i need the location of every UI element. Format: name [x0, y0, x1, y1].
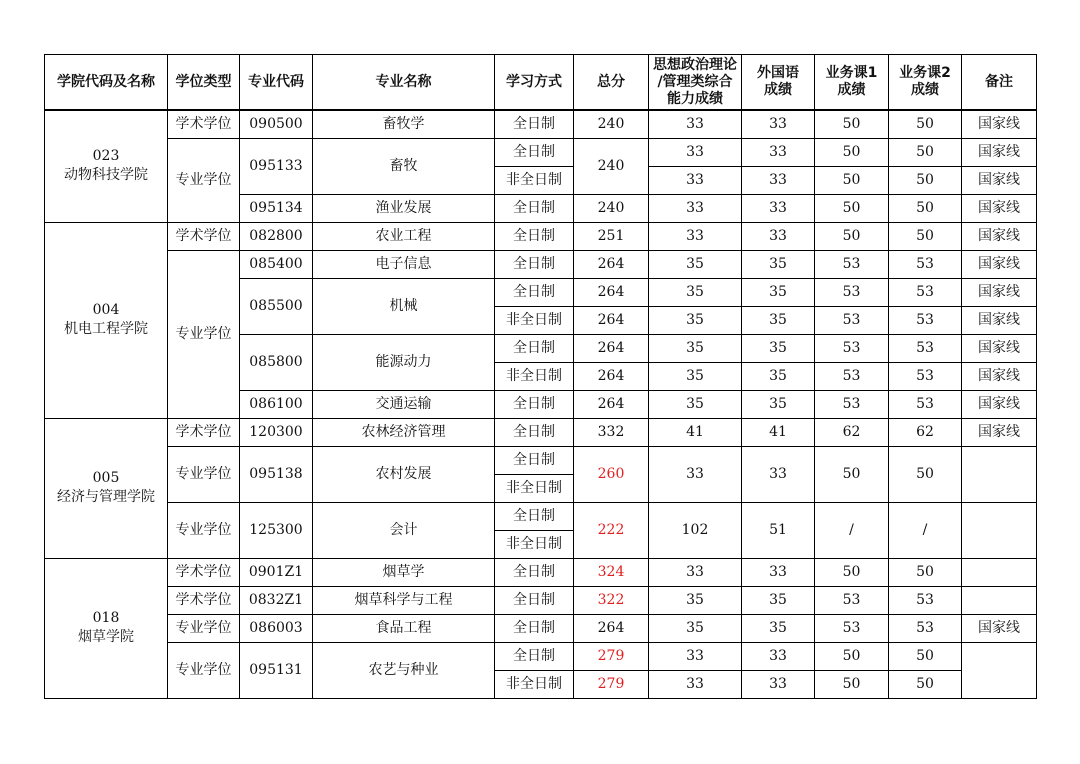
study-mode: 全日制 [495, 390, 574, 418]
politics-score: 33 [649, 166, 742, 194]
college-name: 烟草学院 [78, 629, 134, 645]
total-score: 332 [574, 418, 649, 446]
course2-score: 50 [889, 642, 962, 670]
table-row [45, 614, 1037, 642]
major-name: 烟草学 [313, 558, 495, 586]
course1-score: 53 [815, 586, 889, 614]
foreign-score: 33 [742, 222, 815, 250]
major-code: 095131 [240, 642, 313, 698]
study-mode: 全日制 [495, 642, 574, 670]
politics-score: 35 [649, 278, 742, 306]
major-code: 095134 [240, 194, 313, 222]
course2-score: 50 [889, 110, 962, 138]
major-code: 085500 [240, 278, 313, 334]
table-row [45, 558, 1037, 586]
major-name: 电子信息 [313, 250, 495, 278]
course1-score: 50 [815, 670, 889, 698]
study-mode: 全日制 [495, 194, 574, 222]
politics-score: 35 [649, 614, 742, 642]
header-major-name: 专业名称 [313, 55, 495, 111]
politics-score: 33 [649, 110, 742, 138]
course1-score: 53 [815, 306, 889, 334]
study-mode: 全日制 [495, 334, 574, 362]
table-row [45, 446, 1037, 474]
course2-score: 53 [889, 362, 962, 390]
college-cell [45, 110, 168, 222]
note: 国家线 [962, 138, 1037, 166]
major-name: 农林经济管理 [313, 418, 495, 446]
major-code: 0832Z1 [240, 586, 313, 614]
total-score: 279 [574, 670, 649, 698]
header-politics-l2: /管理类综合 [657, 73, 733, 90]
foreign-score: 33 [742, 138, 815, 166]
degree-type: 学术学位 [168, 558, 240, 586]
table-row [45, 110, 1037, 138]
major-code: 095138 [240, 446, 313, 502]
politics-score: 35 [649, 586, 742, 614]
course1-score: 50 [815, 642, 889, 670]
total-score: 251 [574, 222, 649, 250]
study-mode: 非全日制 [495, 362, 574, 390]
degree-type: 专业学位 [168, 138, 240, 222]
course2-score: 50 [889, 194, 962, 222]
major-name: 烟草科学与工程 [313, 586, 495, 614]
college-code: 023 [92, 148, 120, 165]
course2-score: 53 [889, 278, 962, 306]
note [962, 558, 1037, 586]
header-politics-l3: 能力成绩 [667, 90, 723, 107]
college-code: 018 [92, 610, 120, 626]
header-study-mode: 学习方式 [495, 55, 574, 111]
politics-score: 35 [649, 362, 742, 390]
header-course2 [889, 55, 962, 111]
college-cell [45, 558, 168, 698]
major-name: 农业工程 [313, 222, 495, 250]
course2-score: / [889, 502, 962, 558]
major-name: 渔业发展 [313, 194, 495, 222]
study-mode: 全日制 [495, 614, 574, 642]
course1-score: 62 [815, 418, 889, 446]
table-row [45, 138, 1037, 166]
college-code: 005 [92, 470, 120, 486]
total-score: 264 [574, 250, 649, 278]
note: 国家线 [962, 194, 1037, 222]
foreign-score: 51 [742, 502, 815, 558]
study-mode: 全日制 [495, 138, 574, 166]
study-mode: 全日制 [495, 418, 574, 446]
politics-score: 33 [649, 222, 742, 250]
foreign-score: 35 [742, 614, 815, 642]
degree-type: 学术学位 [168, 222, 240, 250]
header-politics [649, 55, 742, 111]
college-cell [45, 418, 168, 558]
politics-score: 35 [649, 250, 742, 278]
course2-score: 62 [889, 418, 962, 446]
note: 国家线 [962, 110, 1037, 138]
table-row [45, 250, 1037, 278]
politics-score: 33 [649, 558, 742, 586]
study-mode: 全日制 [495, 502, 574, 530]
course1-score: 50 [815, 138, 889, 166]
note [962, 642, 1037, 698]
politics-score: 33 [649, 138, 742, 166]
note: 国家线 [962, 166, 1037, 194]
politics-score: 33 [649, 194, 742, 222]
total-score: 264 [574, 390, 649, 418]
header-foreign-l2: 成绩 [764, 82, 792, 98]
course1-score: 53 [815, 362, 889, 390]
foreign-score: 35 [742, 334, 815, 362]
course2-score: 53 [889, 306, 962, 334]
foreign-score: 33 [742, 166, 815, 194]
course1-score: 50 [815, 446, 889, 502]
course1-score: 50 [815, 558, 889, 586]
header-college: 学院代码及名称 [45, 55, 168, 111]
foreign-score: 33 [742, 194, 815, 222]
politics-score: 41 [649, 418, 742, 446]
header-course1-l2: 成绩 [837, 82, 866, 98]
foreign-score: 33 [742, 558, 815, 586]
degree-type: 专业学位 [168, 642, 240, 698]
header-degree: 学位类型 [168, 55, 240, 111]
college-name: 经济与管理学院 [57, 489, 155, 505]
major-code: 090500 [240, 110, 313, 138]
college-name: 动物科技学院 [64, 167, 148, 184]
header-politics-l1: 思想政治理论 [653, 56, 737, 73]
major-name: 食品工程 [313, 614, 495, 642]
major-code: 085800 [240, 334, 313, 390]
study-mode: 全日制 [495, 222, 574, 250]
course1-score: 53 [815, 250, 889, 278]
politics-score: 35 [649, 306, 742, 334]
study-mode: 非全日制 [495, 474, 574, 502]
college-cell [45, 222, 168, 418]
total-score: 260 [574, 446, 649, 502]
foreign-score: 33 [742, 110, 815, 138]
politics-score: 102 [649, 502, 742, 558]
total-score: 264 [574, 614, 649, 642]
major-name: 畜牧 [313, 138, 495, 194]
foreign-score: 35 [742, 586, 815, 614]
total-score: 264 [574, 334, 649, 362]
note: 国家线 [962, 362, 1037, 390]
course1-score: 53 [815, 390, 889, 418]
note [962, 586, 1037, 614]
course2-score: 50 [889, 446, 962, 502]
course1-score: 53 [815, 334, 889, 362]
course1-score: 53 [815, 614, 889, 642]
total-score: 264 [574, 278, 649, 306]
foreign-score: 35 [742, 362, 815, 390]
course2-score: 53 [889, 586, 962, 614]
course2-score: 53 [889, 390, 962, 418]
table-row [45, 222, 1037, 250]
header-note: 备注 [962, 55, 1037, 111]
note: 国家线 [962, 614, 1037, 642]
course2-score: 50 [889, 558, 962, 586]
major-code: 095133 [240, 138, 313, 194]
header-major-code: 专业代码 [240, 55, 313, 111]
note: 国家线 [962, 390, 1037, 418]
total-score: 240 [574, 194, 649, 222]
course2-score: 50 [889, 222, 962, 250]
note: 国家线 [962, 278, 1037, 306]
total-score: 222 [574, 502, 649, 558]
politics-score: 33 [649, 670, 742, 698]
major-name: 交通运输 [313, 390, 495, 418]
study-mode: 全日制 [495, 110, 574, 138]
study-mode: 非全日制 [495, 166, 574, 194]
total-score: 279 [574, 642, 649, 670]
college-name: 机电工程学院 [64, 321, 148, 337]
total-score: 324 [574, 558, 649, 586]
header-row [45, 55, 1037, 111]
foreign-score: 41 [742, 418, 815, 446]
course1-score: 50 [815, 194, 889, 222]
study-mode: 全日制 [495, 446, 574, 474]
note: 国家线 [962, 222, 1037, 250]
major-code: 0901Z1 [240, 558, 313, 586]
degree-type: 学术学位 [168, 110, 240, 138]
table-row [45, 418, 1037, 446]
total-score: 264 [574, 362, 649, 390]
foreign-score: 33 [742, 670, 815, 698]
degree-type: 专业学位 [168, 250, 240, 418]
note [962, 502, 1037, 558]
table-row [45, 502, 1037, 530]
major-code: 086003 [240, 614, 313, 642]
politics-score: 33 [649, 642, 742, 670]
study-mode: 非全日制 [495, 670, 574, 698]
header-course1 [815, 55, 889, 111]
major-name: 农村发展 [313, 446, 495, 502]
degree-type: 专业学位 [168, 502, 240, 558]
major-code: 086100 [240, 390, 313, 418]
politics-score: 35 [649, 390, 742, 418]
politics-score: 33 [649, 446, 742, 502]
total-score: 264 [574, 306, 649, 334]
note: 国家线 [962, 250, 1037, 278]
major-name: 畜牧学 [313, 110, 495, 138]
note [962, 446, 1037, 502]
note: 国家线 [962, 418, 1037, 446]
study-mode: 全日制 [495, 586, 574, 614]
study-mode: 非全日制 [495, 306, 574, 334]
major-code: 082800 [240, 222, 313, 250]
course1-score: 53 [815, 278, 889, 306]
politics-score: 35 [649, 334, 742, 362]
course2-score: 53 [889, 250, 962, 278]
degree-type: 学术学位 [168, 418, 240, 446]
major-name: 会计 [313, 502, 495, 558]
course2-score: 50 [889, 138, 962, 166]
foreign-score: 33 [742, 446, 815, 502]
course2-score: 50 [889, 166, 962, 194]
college-code: 004 [92, 302, 120, 318]
course1-score: 50 [815, 222, 889, 250]
foreign-score: 35 [742, 278, 815, 306]
foreign-score: 35 [742, 306, 815, 334]
table-row [45, 586, 1037, 614]
header-foreign-l1: 外国语 [757, 65, 799, 81]
course2-score: 53 [889, 334, 962, 362]
major-code: 120300 [240, 418, 313, 446]
note: 国家线 [962, 306, 1037, 334]
degree-type: 学术学位 [168, 586, 240, 614]
major-code: 125300 [240, 502, 313, 558]
course1-score: / [815, 502, 889, 558]
header-foreign [742, 55, 815, 111]
total-score: 240 [574, 110, 649, 138]
course2-score: 53 [889, 614, 962, 642]
major-name: 机械 [313, 278, 495, 334]
header-course1-l1: 业务课1 [825, 65, 878, 81]
foreign-score: 35 [742, 250, 815, 278]
degree-type: 专业学位 [168, 446, 240, 502]
major-name: 农艺与种业 [313, 642, 495, 698]
study-mode: 全日制 [495, 250, 574, 278]
major-code: 085400 [240, 250, 313, 278]
study-mode: 非全日制 [495, 530, 574, 558]
total-score: 240 [574, 138, 649, 194]
degree-type: 专业学位 [168, 614, 240, 642]
study-mode: 全日制 [495, 278, 574, 306]
table-row [45, 642, 1037, 670]
total-score: 322 [574, 586, 649, 614]
header-course2-l1: 业务课2 [899, 65, 951, 81]
major-name: 能源动力 [313, 334, 495, 390]
course1-score: 50 [815, 110, 889, 138]
course1-score: 50 [815, 166, 889, 194]
study-mode: 全日制 [495, 558, 574, 586]
foreign-score: 35 [742, 390, 815, 418]
header-total: 总分 [574, 55, 649, 111]
header-course2-l2: 成绩 [911, 82, 939, 98]
course2-score: 50 [889, 670, 962, 698]
note: 国家线 [962, 334, 1037, 362]
admission-score-table [44, 54, 1037, 699]
foreign-score: 33 [742, 642, 815, 670]
